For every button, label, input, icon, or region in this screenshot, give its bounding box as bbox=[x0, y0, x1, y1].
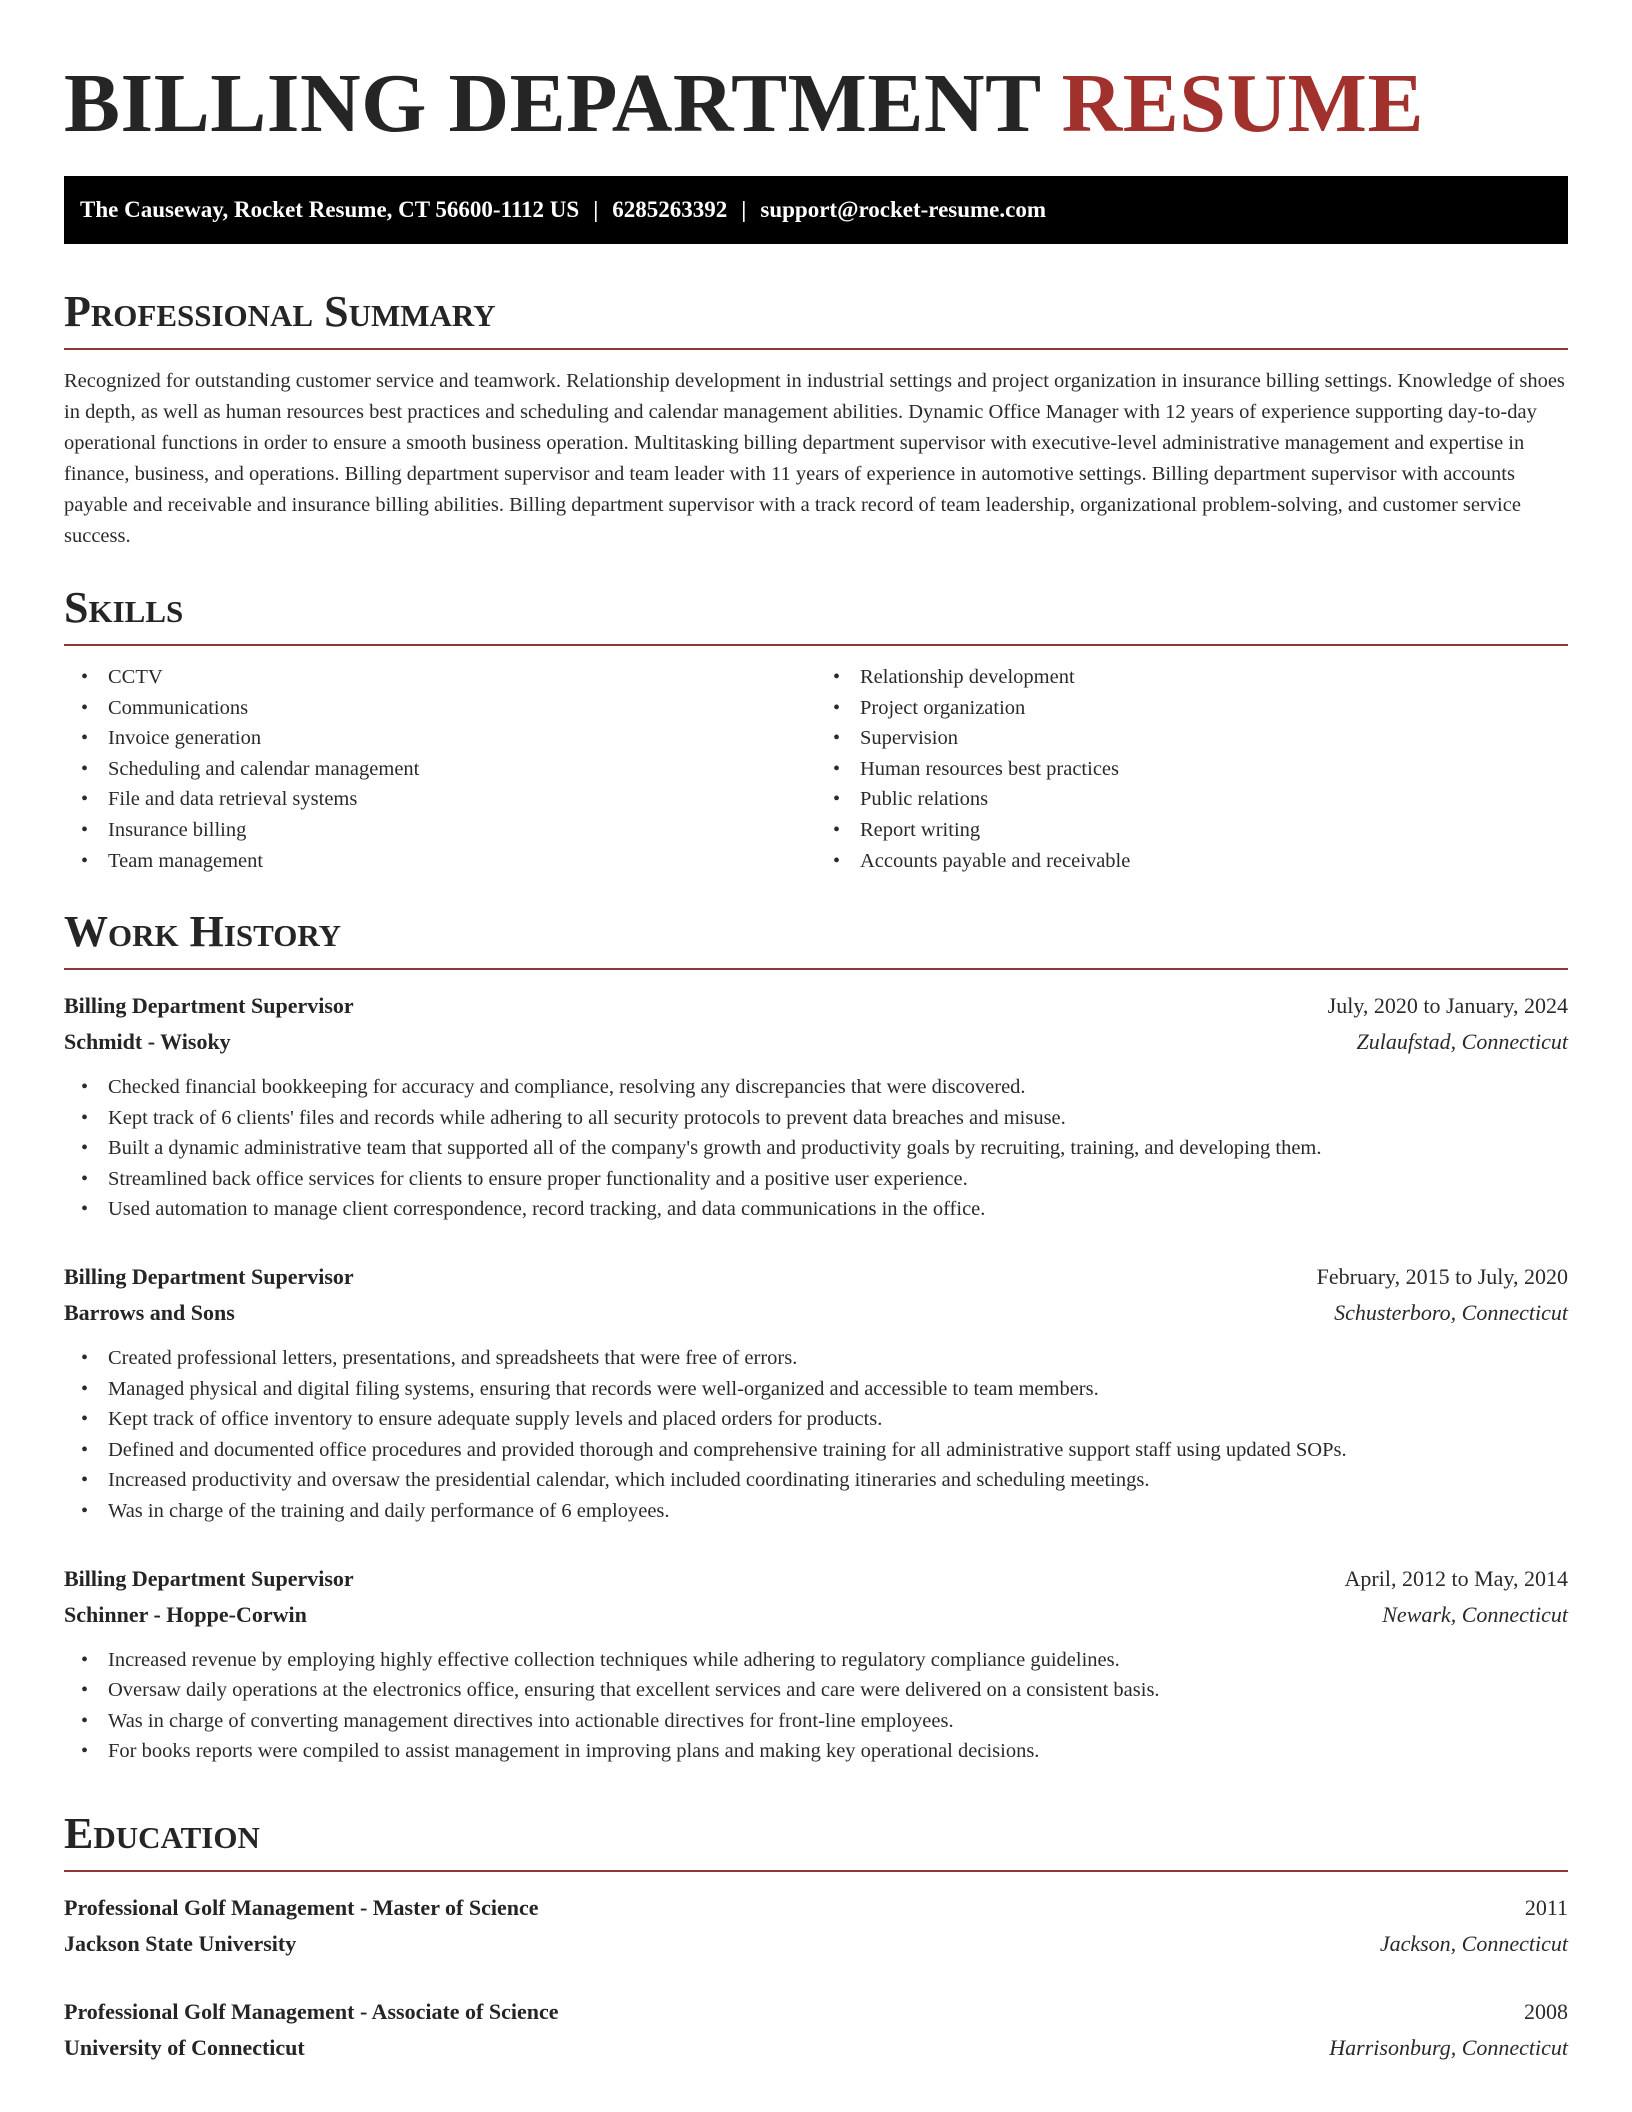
skill-item: • Invoice generation bbox=[108, 723, 816, 754]
skill-item: • Insurance billing bbox=[108, 815, 816, 846]
contact-phone[interactable]: 6285263392 bbox=[612, 197, 728, 222]
job-entry bbox=[64, 1561, 1568, 1767]
job-bullet: • For books reports were compiled to assist management in improving plans and making key operational decisions. bbox=[108, 1736, 1568, 1767]
skills-grid bbox=[64, 662, 1568, 876]
job-bullet: • Checked financial bookkeeping for accuracy and compliance, resolving any discrepancies that were discovered. bbox=[108, 1072, 1568, 1103]
skill-item: • Report writing bbox=[860, 815, 1568, 846]
education-degree: Professional Golf Management - Associate of Science bbox=[64, 1999, 559, 2024]
education-year: 2008 bbox=[1524, 1999, 1568, 2024]
job-bullet: • Oversaw daily operations at the electronics office, ensuring that excellent services and care were delivered on a consistent basis. bbox=[108, 1675, 1568, 1706]
education-entry bbox=[64, 1994, 1568, 2066]
job-company: Barrows and Sons bbox=[64, 1299, 235, 1325]
job-entry bbox=[64, 1259, 1568, 1527]
job-entry bbox=[64, 988, 1568, 1225]
skill-item: • Project organization bbox=[860, 693, 1568, 724]
job-bullet: • Managed physical and digital filing systems, ensuring that records were well-organized and accessible to team members. bbox=[108, 1374, 1568, 1405]
job-location: Newark, Connecticut bbox=[1382, 1601, 1568, 1627]
skills-heading: Skills bbox=[64, 582, 1568, 646]
skill-item: • Relationship development bbox=[860, 662, 1568, 693]
resume-title bbox=[64, 54, 1424, 154]
contact-address: The Causeway, Rocket Resume, CT 56600-1112 US bbox=[80, 197, 580, 222]
education-degree: Professional Golf Management - Master of Science bbox=[64, 1895, 539, 1920]
skills-list-left bbox=[64, 662, 816, 876]
job-bullet: • Was in charge of converting management directives into actionable directives for front-line employees. bbox=[108, 1706, 1568, 1737]
job-company: Schinner - Hoppe-Corwin bbox=[64, 1601, 307, 1627]
skills-section bbox=[64, 582, 1568, 876]
summary-section bbox=[64, 286, 1568, 552]
skill-item: • Communications bbox=[108, 693, 816, 724]
skill-item: • File and data retrieval systems bbox=[108, 784, 816, 815]
job-title: Billing Department Supervisor bbox=[64, 1565, 354, 1591]
skill-item: • CCTV bbox=[108, 662, 816, 693]
title-accent: RESUME bbox=[1061, 57, 1424, 150]
skill-item: • Accounts payable and receivable bbox=[860, 846, 1568, 877]
job-location: Schusterboro, Connecticut bbox=[1334, 1299, 1568, 1325]
job-bullet: • Streamlined back office services for clients to ensure proper functionality and a positive user experience. bbox=[108, 1164, 1568, 1195]
education-location: Harrisonburg, Connecticut bbox=[1329, 2035, 1568, 2060]
job-bullet: • Created professional letters, presentations, and spreadsheets that were free of errors. bbox=[108, 1343, 1568, 1374]
summary-heading: Professional Summary bbox=[64, 286, 1568, 350]
job-bullet: • Increased revenue by employing highly effective collection techniques while adhering to regulatory compliance guidelines. bbox=[108, 1645, 1568, 1676]
job-dates: February, 2015 to July, 2020 bbox=[1316, 1263, 1568, 1289]
contact-separator: | bbox=[593, 197, 599, 222]
job-bullets bbox=[64, 1343, 1568, 1527]
job-bullets bbox=[64, 1072, 1568, 1225]
skill-item: • Supervision bbox=[860, 723, 1568, 754]
job-bullet: • Kept track of 6 clients' files and records while adhering to all security protocols to prevent data breaches and misuse. bbox=[108, 1103, 1568, 1134]
job-bullet: • Was in charge of the training and daily performance of 6 employees. bbox=[108, 1496, 1568, 1527]
job-bullet: • Used automation to manage client correspondence, record tracking, and data communications in the office. bbox=[108, 1194, 1568, 1225]
job-bullet: • Increased productivity and oversaw the presidential calendar, which included coordinating itineraries and scheduling meetings. bbox=[108, 1465, 1568, 1496]
job-title: Billing Department Supervisor bbox=[64, 1263, 354, 1289]
job-company: Schmidt - Wisoky bbox=[64, 1029, 231, 1054]
education-school: University of Connecticut bbox=[64, 2035, 305, 2060]
education-location: Jackson, Connecticut bbox=[1379, 1931, 1568, 1956]
work-history-heading: Work History bbox=[64, 906, 1568, 970]
skill-item: • Public relations bbox=[860, 784, 1568, 815]
job-location: Zulaufstad, Connecticut bbox=[1356, 1029, 1568, 1054]
skill-item: • Team management bbox=[108, 846, 816, 877]
job-bullets bbox=[64, 1645, 1568, 1767]
skill-item: • Human resources best practices bbox=[860, 754, 1568, 785]
education-year: 2011 bbox=[1524, 1895, 1568, 1920]
work-history-section bbox=[64, 906, 1568, 1767]
job-title: Billing Department Supervisor bbox=[64, 993, 354, 1018]
education-school: Jackson State University bbox=[64, 1931, 297, 1956]
title-main: BILLING DEPARTMENT bbox=[64, 57, 1041, 150]
job-bullet: • Kept track of office inventory to ensure adequate supply levels and placed orders for products. bbox=[108, 1404, 1568, 1435]
job-bullet: • Built a dynamic administrative team that supported all of the company's growth and productivity goals by recruiting, training, and developing them. bbox=[108, 1133, 1568, 1164]
job-dates: April, 2012 to May, 2014 bbox=[1344, 1565, 1568, 1591]
education-heading: Education bbox=[64, 1808, 1568, 1872]
skills-list-right bbox=[816, 662, 1568, 876]
contact-separator: | bbox=[741, 197, 747, 222]
education-section bbox=[64, 1808, 1568, 2066]
skill-item: • Scheduling and calendar management bbox=[108, 754, 816, 785]
education-entry bbox=[64, 1890, 1568, 1962]
contact-email[interactable]: support@rocket-resume.com bbox=[760, 197, 1047, 222]
job-dates: July, 2020 to January, 2024 bbox=[1327, 993, 1568, 1018]
contact-bar bbox=[64, 176, 1568, 244]
summary-text: Recognized for outstanding customer service and teamwork. Relationship development in industrial settings and project organization in insurance billing settings. Knowledge of shoes in depth, as well as human resources best practices and scheduling and calendar management abilities. Dynamic Office Manager with 12 years of experience supporting day-to-day operational functions in order to ensure a smooth business operation. Multitasking billing department supervisor with executive-level administrative management and expertise in finance, business, and operations. Billing department supervisor and team leader with 11 years of experience in automotive settings. Billing department supervisor with accounts payable and receivable and insurance billing abilities. Billing department supervisor with a track record of team leadership, organizational problem-solving, and customer service success. bbox=[64, 370, 1565, 547]
job-bullet: • Defined and documented office procedures and provided thorough and comprehensive training for all administrative support staff using updated SOPs. bbox=[108, 1435, 1568, 1466]
